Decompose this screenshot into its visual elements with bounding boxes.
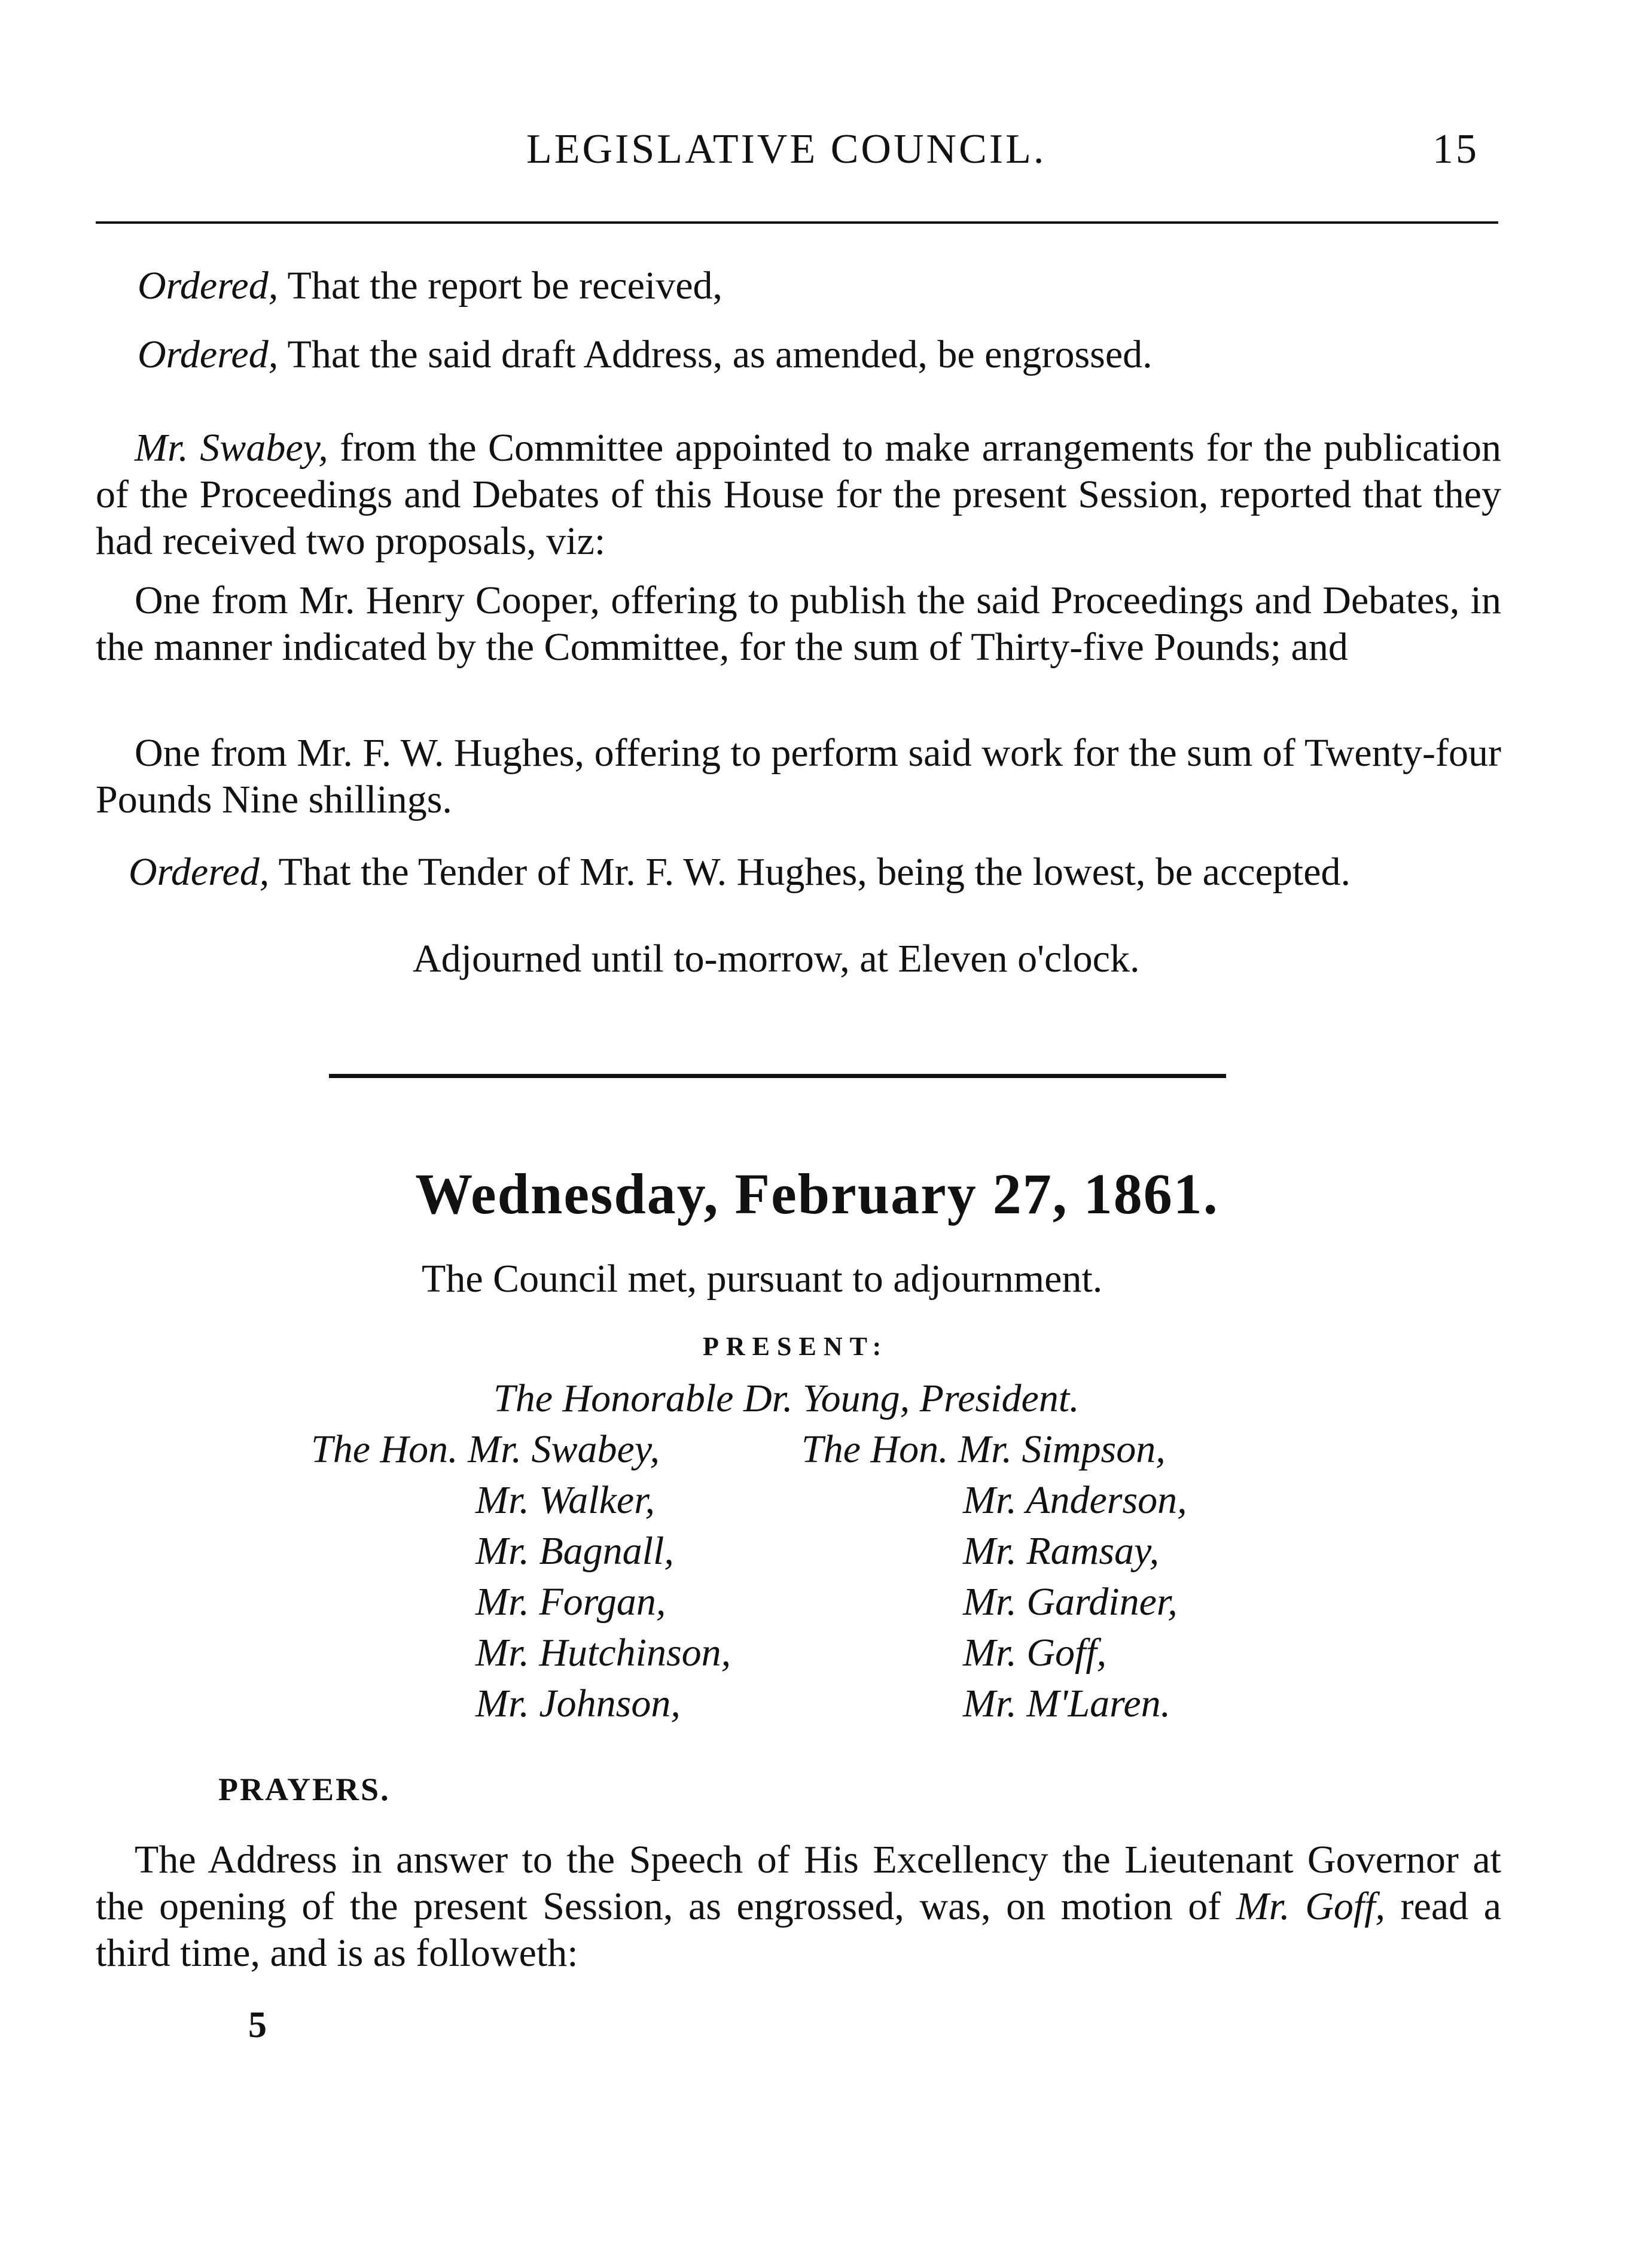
member-left-3: Mr. Bagnall, xyxy=(475,1529,674,1573)
member-left-6: Mr. Johnson, xyxy=(475,1682,681,1725)
date-heading: Wednesday, February 27, 1861. xyxy=(415,1162,1219,1226)
prayers-heading: PRAYERS. xyxy=(218,1771,391,1807)
running-title: LEGISLATIVE COUNCIL. xyxy=(526,126,1047,172)
cooper-proposal-paragraph: One from Mr. Henry Cooper, offering to publish the said Proceedings and Debates, in the manner indicated by the Committee, for the sum of Thirty-five Pounds; and xyxy=(96,579,1501,669)
member-right-6: Mr. M'Laren. xyxy=(963,1682,1171,1725)
member-right-4: Mr. Gardiner, xyxy=(963,1580,1178,1624)
member-left-2: Mr. Walker, xyxy=(475,1478,656,1522)
member-left-4: Mr. Forgan, xyxy=(475,1580,666,1624)
ordered-lead: Ordered, xyxy=(138,264,279,308)
header-rule xyxy=(96,221,1498,224)
ordered-tender-line xyxy=(129,850,1351,895)
member-right-3: Mr. Ramsay, xyxy=(963,1529,1160,1573)
ordered-text: That the Tender of Mr. F. W. Hughes, being the lowest, be accepted. xyxy=(278,850,1351,894)
section-rule xyxy=(329,1074,1226,1078)
paragraph-text: from the Committee appointed to make arrangements for the publication of the Proceedings and Debates of this House for the present Session, reported that they had received two proposals, viz: xyxy=(96,426,1501,563)
member-right-1: The Hon. Mr. Simpson, xyxy=(801,1427,1166,1471)
member-left-1: The Hon. Mr. Swabey, xyxy=(311,1427,660,1471)
present-label: PRESENT: xyxy=(703,1332,889,1361)
ordered-text: That the said draft Address, as amended, be engrossed. xyxy=(287,333,1153,376)
paragraph-text: read a third time, and is as followeth: xyxy=(96,1884,1502,1975)
ordered-lead: Ordered, xyxy=(129,850,270,894)
member-name: Mr. Goff, xyxy=(1236,1884,1386,1928)
member-left-5: Mr. Hutchinson, xyxy=(475,1631,731,1675)
ordered-lead: Ordered, xyxy=(138,333,279,376)
hughes-proposal-paragraph: One from Mr. F. W. Hughes, offering to perform said work for the sum of Twenty-four Pounds Nine shillings. xyxy=(96,731,1501,821)
council-met-line: The Council met, pursuant to adjournment. xyxy=(422,1257,1103,1301)
paragraph-text: The Address in answer to the Speech of His Excellency the Lieutenant Governor at the opening of the present Session, as engrossed, was, on motion of xyxy=(96,1838,1501,1928)
member-name: Mr. Swabey, xyxy=(135,426,328,470)
signature-mark: 5 xyxy=(248,2005,267,2045)
president-line: The Honorable Dr. Young, President. xyxy=(493,1377,1080,1420)
ordered-text: That the report be received, xyxy=(287,264,723,308)
committee-report-paragraph xyxy=(96,425,1501,565)
member-right-5: Mr. Goff, xyxy=(963,1631,1107,1675)
page-number: 15 xyxy=(1432,126,1479,172)
ordered-report-line xyxy=(138,263,723,309)
ordered-engrossed-line xyxy=(138,332,1153,378)
address-paragraph xyxy=(96,1837,1501,1977)
adjournment-line: Adjourned until to-morrow, at Eleven o'clock. xyxy=(413,937,1140,981)
member-right-2: Mr. Anderson, xyxy=(963,1478,1187,1522)
